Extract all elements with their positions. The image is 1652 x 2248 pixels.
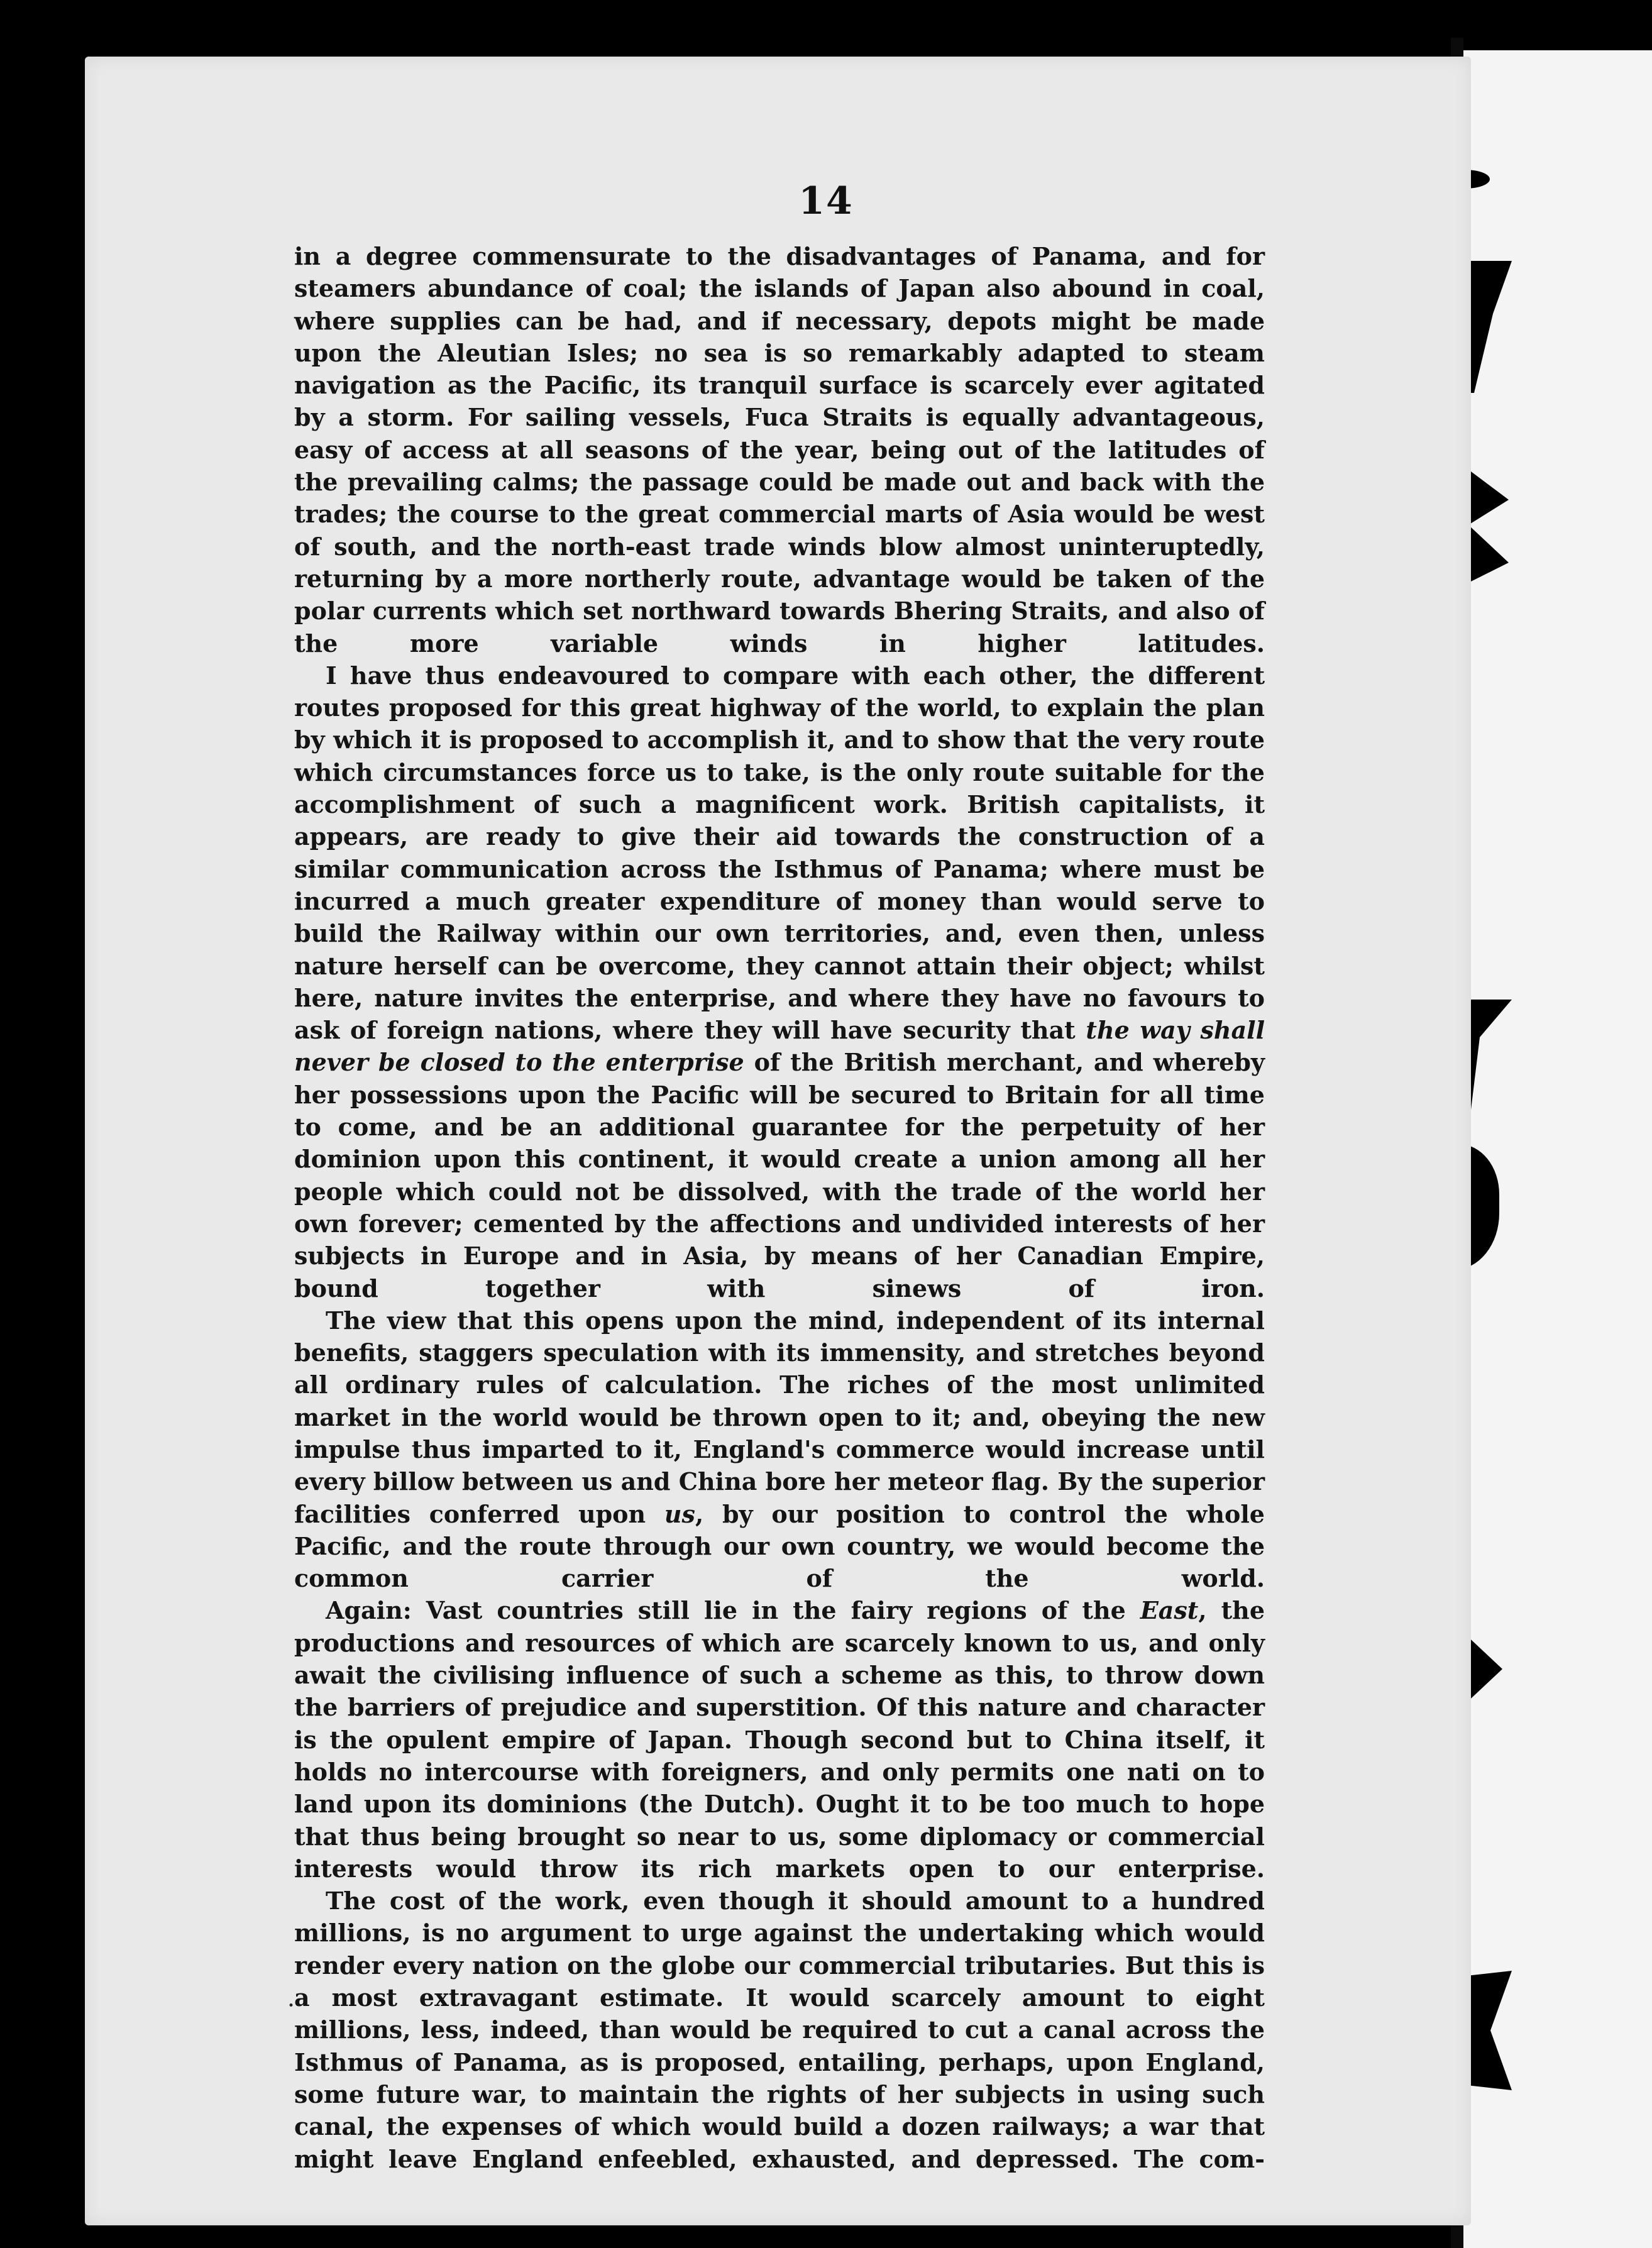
text-run: The cost of the work, even though it should amount to a hundred millions, is no argument to urge against the undertaking which would render every nation on the globe our commercial tributaries. But this is a most extravagant estimate. It would scarcely amount to eight millions, less, indeed, than would be required to cut a canal across the Isthmus of Panama, as is proposed, entailing, perhaps, upon England, some future war, to maintain the rights of her subjects in using such canal, the expenses of which would build a dozen railways; a war that might leave England enfeebled, exhausted, and depressed. The com- [294, 1887, 1265, 2173]
text-run: I have thus endeavoured to compare with each other, the different routes proposed for this great highway of the world, to explain the plan by which it is proposed to accomplish it, and to show that the very route which circumstances force us to take, is the only route suitable for the accomplishment of such a magnificent work. British capitalists, it appears, are ready to give their aid towards the construction of a similar communication across the Isthmus of Panama; where must be incurred a much greater expenditure of money than would serve to build the Railway within our own territories, and, even then, unless nature herself can be overcome, they cannot attain their object; whilst here, nature invites the enterprise, and where they have no favours to ask of foreign nations, where they will have security that [294, 661, 1265, 1045]
adjacent-page-edge [1458, 50, 1652, 2248]
paragraph [294, 659, 1265, 1304]
italic-phrase: the way shall never be closed to the enterprise [294, 1016, 1265, 1077]
page-number: 14 [798, 179, 854, 223]
text-run: , the productions and resources of which are scarcely known to us, and only await the civilising influence of such a scheme as this, to throw down the barriers of prejudice and superstition. Of this nature and character is the opulent empire of Japan. Though second but to China itself, it holds no intercourse with foreigners, and only permits one nati on to land upon its dominions (the Dutch). Ought it to be too much to hope that thus being brought so near to us, some diplomacy or commercial interests would throw its rich markets open to our enterprise. [294, 1596, 1265, 1883]
text-run: , by our position to control the whole Pacific, and the route through our own country, we would become the common carrier of the world. [294, 1499, 1265, 1593]
text-run: The view that this opens upon the mind, independent of its internal benefits, staggers speculation with its immensity, and stretches beyond all ordinary rules of calculation. The riches of the most unlimited market in the world would be thrown open to it; and, obeying the new impulse thus imparted to it, England's commerce would increase until every billow between us and China bore her meteor flag. By the superior facilities conferred upon [294, 1306, 1265, 1528]
paragraph [294, 1594, 1265, 1885]
margin-dot: · [287, 1992, 295, 2019]
paragraph [294, 240, 1265, 659]
paragraph [294, 1885, 1265, 2175]
italic-phrase: us [664, 1499, 695, 1528]
italic-phrase: East [1140, 1596, 1199, 1625]
body-text [294, 240, 1265, 2175]
paragraph [294, 1304, 1265, 1595]
text-run: Again: Vast countries still lie in the fairy regions of the [326, 1596, 1140, 1625]
text-run: in a degree commensurate to the disadvantages of Panama, and for steamers abundance of coal; the islands of Japan also abound in coal, where supplies can be had, and if necessary, depots might be made upon the Aleutian Isles; no sea is so remarkably adapted to steam navigation as the Pacific, its tranquil surface is scarcely ever agitated by a storm. For sailing vessels, Fuca Straits is equally advantageous, easy of access at all seasons of the year, being out of the latitudes of the prevailing calms; the passage could be made out and back with the trades; the course to the great commercial marts of Asia would be west of south, and the north-east trade winds blow almost uninteruptedly, returning by a more northerly route, advantage would be taken of the polar currents which set northward towards Bhering Straits, and also of the more variable winds in higher latitudes. [294, 242, 1265, 658]
text-run: of the British merchant, and whereby her possessions upon the Pacific will be secured to Britain for all time to come, and be an additional guarantee for the perpetuity of her dominion upon this continent, it would create a union among all her people which could not be dissolved, with the trade of the world her own forever; cemented by the affections and undivided interests of her subjects in Europe and in Asia, by means of her Canadian Empire, bound together with sinews of iron. [294, 1048, 1265, 1303]
